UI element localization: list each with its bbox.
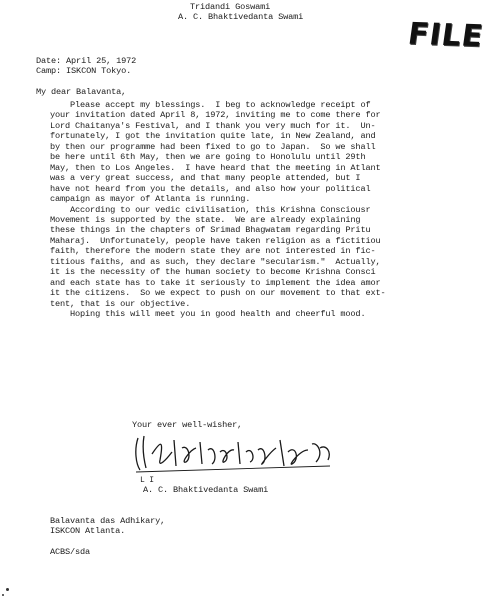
body-line: it the citizens. So we expect to push on our movement to that ext- (50, 288, 386, 299)
body-line: Please accept my blessings. I beg to acknowledge receipt of (50, 100, 371, 110)
body-line: Hoping this will meet you in good health and cheerful mood. (50, 309, 366, 319)
body-line: titious faiths, and as such, they declare "secularism." Actually, (50, 256, 381, 267)
body-line: have not heard from you the details, and also how your political (50, 183, 371, 194)
body-line: your invitation dated April 8, 1972, inviting me to come there for (50, 110, 381, 121)
signer-name: A. C. Bhaktivedanta Swami (143, 485, 269, 495)
body-line: and each state has to take it seriously to implement the idea amor (50, 277, 381, 288)
closing: Your ever well-wisher, (132, 420, 243, 430)
body-line: be here until 6th May, then we are going to Honolulu until 29th (50, 152, 366, 163)
letter-date: Date: April 25, 1972 (36, 56, 137, 66)
body-line: Maharaj. Unfortunately, people have taken religion as a fictitiou (50, 235, 381, 246)
reference-initials: ACBS/sda (50, 547, 91, 557)
letter-camp: Camp: ISKCON Tokyo. (36, 66, 132, 76)
body-line: by then our programme had been fixed to go to Japan. So we shall (50, 141, 376, 152)
handwritten-signature (130, 430, 340, 478)
body-line: tent, that is our objective. (50, 298, 191, 309)
body-line: Lord Chaitanya's Festival, and I thank you very much for it. Un- (50, 120, 376, 131)
body-line: was a very great success, and that many people attended, but I (50, 173, 361, 184)
body-line: fortunately, I got the invitation quite late, in New Zealand, and (50, 131, 376, 142)
recipient-name: Balavanta das Adhikary, (50, 516, 166, 526)
body-line: faith, therefore the modern state they are not interested in fic- (50, 246, 376, 257)
initials-mark: L I (140, 476, 154, 485)
letterhead-title: Tridandi Goswami (190, 2, 271, 12)
scan-speck (2, 594, 4, 596)
body-line: it is the necessity of the human society to become Krishna Consci (50, 267, 376, 278)
file-stamp: FILE (405, 16, 486, 55)
body-line: According to our vedic civilisation, this Krishna Consciousr (50, 204, 371, 215)
body-line: May, then to Los Angeles. I have heard that the meeting in Atlant (50, 162, 381, 173)
scan-speck (6, 588, 9, 591)
body-line: these things in the chapters of Srimad Bhagwatam regarding Pritu (50, 225, 371, 236)
body-line: Movement is supported by the state. We are already explaining (50, 214, 361, 225)
signature-drawing (130, 430, 340, 478)
salutation: My dear Balavanta, (36, 87, 127, 97)
body-line: campaign as mayor of Atlanta is running. (50, 194, 251, 205)
letterhead-name: A. C. Bhaktivedanta Swami (178, 12, 304, 22)
recipient-location: ISKCON Atlanta. (50, 526, 126, 536)
